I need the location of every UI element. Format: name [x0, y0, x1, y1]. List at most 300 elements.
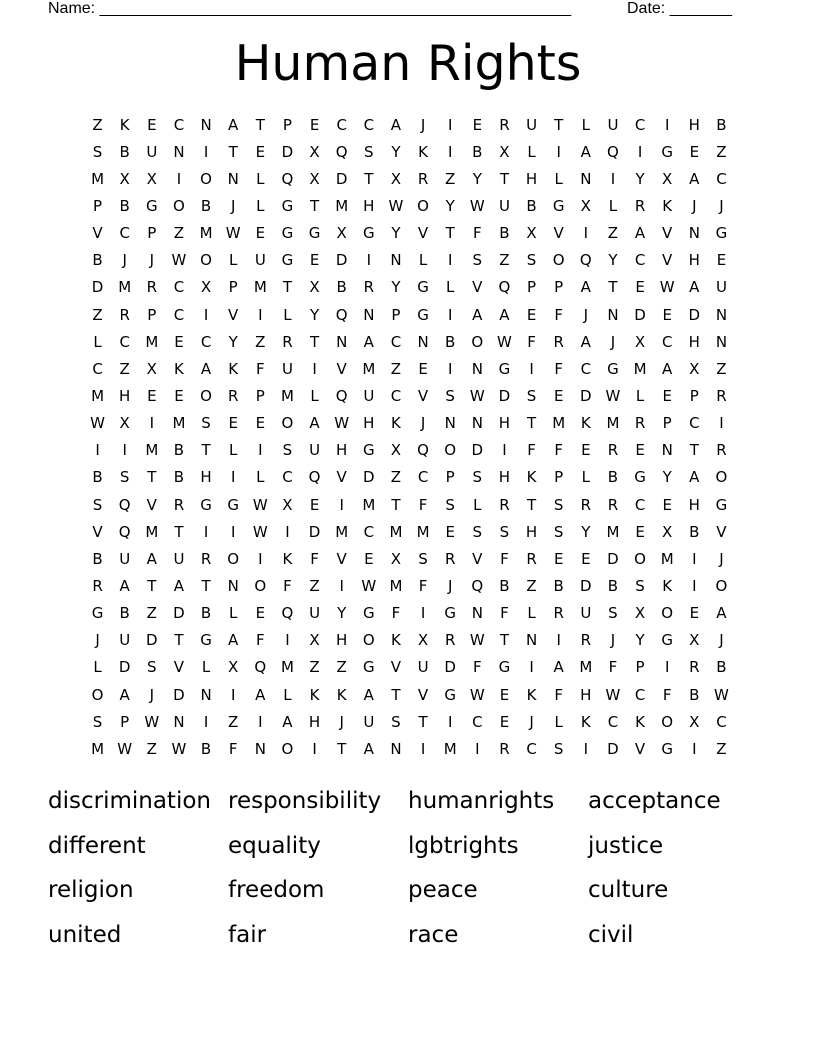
grid-letter[interactable]: K	[662, 196, 673, 215]
grid-letter[interactable]: I	[203, 712, 209, 731]
grid-letter[interactable]: U	[526, 115, 538, 134]
grid-letter[interactable]: A	[689, 278, 700, 297]
grid-letter[interactable]: S	[147, 658, 157, 677]
grid-letter[interactable]: B	[119, 196, 130, 215]
grid-letter[interactable]: E	[499, 712, 510, 731]
grid-letter[interactable]: F	[500, 604, 509, 623]
grid-letter[interactable]: B	[445, 332, 456, 351]
grid-letter[interactable]: M	[280, 658, 294, 677]
grid-letter[interactable]: E	[255, 142, 266, 161]
grid-letter[interactable]: J	[719, 631, 724, 650]
grid-letter[interactable]: S	[391, 712, 401, 731]
grid-letter[interactable]: P	[635, 658, 645, 677]
grid-letter[interactable]: I	[285, 522, 290, 541]
grid-letter[interactable]: M	[362, 359, 376, 378]
grid-letter[interactable]: P	[282, 115, 292, 134]
grid-letter[interactable]: C	[390, 386, 402, 405]
grid-letter[interactable]: P	[554, 468, 564, 487]
grid-letter[interactable]: S	[92, 712, 103, 731]
grid-letter[interactable]: T	[418, 712, 428, 731]
grid-letter[interactable]: M	[606, 522, 620, 541]
grid-letter[interactable]: V	[472, 278, 483, 297]
grid-letter[interactable]: G	[146, 196, 158, 215]
name-field-label[interactable]: Name: _____________________________________________________	[48, 0, 572, 17]
grid-letter[interactable]: N	[715, 305, 728, 324]
grid-letter[interactable]: F	[418, 576, 428, 595]
grid-letter[interactable]: J	[149, 685, 155, 704]
grid-letter[interactable]: X	[499, 142, 510, 161]
grid-letter[interactable]: R	[634, 196, 646, 215]
grid-letter[interactable]: F	[527, 332, 536, 351]
grid-letter[interactable]: F	[608, 658, 618, 677]
grid-letter[interactable]: E	[255, 414, 266, 433]
grid-letter[interactable]: R	[173, 495, 185, 514]
grid-letter[interactable]: X	[282, 495, 293, 514]
grid-letter[interactable]: W	[469, 386, 485, 405]
grid-letter[interactable]: F	[391, 604, 401, 623]
grid-letter[interactable]: S	[364, 142, 374, 161]
grid-letter[interactable]: I	[692, 739, 697, 758]
grid-letter[interactable]: L	[256, 169, 265, 188]
grid-letter[interactable]: H	[200, 468, 212, 487]
grid-letter[interactable]: O	[200, 251, 212, 270]
grid-letter[interactable]: K	[526, 685, 537, 704]
grid-letter[interactable]: C	[363, 115, 375, 134]
grid-letter[interactable]: S	[472, 468, 483, 487]
grid-letter[interactable]: E	[255, 604, 266, 623]
grid-letter[interactable]: H	[688, 332, 700, 351]
grid-letter[interactable]: N	[444, 414, 456, 433]
grid-letter[interactable]: M	[362, 495, 376, 514]
grid-letter[interactable]: C	[390, 332, 402, 351]
grid-letter[interactable]: S	[499, 522, 510, 541]
grid-letter[interactable]: M	[443, 739, 457, 758]
grid-letter[interactable]: L	[554, 169, 563, 188]
grid-letter[interactable]: G	[498, 359, 511, 378]
grid-letter[interactable]: E	[228, 414, 238, 433]
grid-letter[interactable]: Q	[281, 604, 294, 623]
grid-letter[interactable]: I	[420, 604, 426, 623]
grid-letter[interactable]: S	[526, 386, 537, 405]
grid-letter[interactable]: O	[444, 441, 457, 460]
grid-letter[interactable]: O	[471, 332, 484, 351]
grid-letter[interactable]: R	[553, 332, 564, 351]
grid-letter[interactable]: X	[662, 169, 673, 188]
grid-letter[interactable]: C	[173, 278, 185, 297]
grid-letter[interactable]: W	[361, 576, 377, 595]
grid-letter[interactable]: E	[581, 549, 591, 568]
grid-letter[interactable]: Z	[309, 576, 320, 595]
grid-letter[interactable]: E	[662, 386, 672, 405]
grid-letter[interactable]: E	[689, 142, 700, 161]
grid-letter[interactable]: X	[146, 359, 157, 378]
grid-letter[interactable]: V	[662, 251, 673, 270]
grid-letter[interactable]: D	[607, 549, 619, 568]
grid-letter[interactable]: U	[146, 142, 158, 161]
grid-letter[interactable]: T	[174, 522, 184, 541]
grid-letter[interactable]: N	[336, 332, 348, 351]
grid-letter[interactable]: X	[634, 332, 646, 351]
grid-letter[interactable]: J	[610, 631, 616, 650]
grid-letter[interactable]: V	[417, 386, 429, 405]
grid-letter[interactable]: C	[173, 115, 185, 134]
grid-letter[interactable]: C	[634, 115, 646, 134]
grid-letter[interactable]: O	[417, 196, 429, 215]
grid-letter[interactable]: B	[689, 522, 700, 541]
grid-letter[interactable]: G	[715, 495, 728, 514]
grid-letter[interactable]: B	[689, 685, 700, 704]
grid-letter[interactable]: U	[607, 115, 619, 134]
grid-letter[interactable]: R	[444, 631, 456, 650]
grid-letter[interactable]: X	[689, 712, 700, 731]
grid-letter[interactable]: L	[527, 604, 536, 623]
grid-letter[interactable]: I	[230, 685, 236, 704]
grid-letter[interactable]: L	[635, 386, 645, 405]
grid-letter[interactable]: E	[635, 522, 645, 541]
grid-letter[interactable]: S	[119, 468, 130, 487]
grid-letter[interactable]: T	[228, 142, 238, 161]
grid-letter[interactable]: T	[554, 115, 564, 134]
grid-letter[interactable]: U	[363, 386, 375, 405]
grid-letter[interactable]: N	[363, 305, 375, 324]
grid-letter[interactable]: W	[252, 495, 268, 514]
grid-letter[interactable]: Y	[581, 522, 591, 541]
grid-letter[interactable]: T	[391, 495, 401, 514]
grid-letter[interactable]: W	[334, 414, 350, 433]
grid-letter[interactable]: G	[363, 658, 375, 677]
grid-letter[interactable]: X	[390, 549, 402, 568]
grid-letter[interactable]: N	[200, 115, 212, 134]
grid-letter[interactable]: O	[91, 685, 104, 704]
grid-letter[interactable]: I	[664, 115, 670, 134]
grid-letter[interactable]: R	[499, 739, 510, 758]
grid-letter[interactable]: D	[580, 576, 592, 595]
grid-letter[interactable]: U	[173, 549, 185, 568]
grid-letter[interactable]: B	[92, 468, 103, 487]
grid-letter[interactable]: F	[310, 549, 319, 568]
grid-letter[interactable]: T	[445, 224, 455, 243]
grid-letter[interactable]: C	[716, 712, 727, 731]
grid-letter[interactable]: M	[335, 522, 349, 541]
grid-letter[interactable]: Y	[391, 142, 401, 161]
grid-letter[interactable]: E	[553, 549, 564, 568]
grid-letter[interactable]: R	[580, 631, 592, 650]
grid-letter[interactable]: L	[93, 658, 102, 677]
grid-letter[interactable]: I	[719, 414, 724, 433]
grid-letter[interactable]: L	[201, 658, 211, 677]
grid-letter[interactable]: N	[607, 305, 619, 324]
grid-letter[interactable]: P	[391, 305, 401, 324]
grid-letter[interactable]: Y	[608, 251, 618, 270]
grid-letter[interactable]: C	[417, 468, 429, 487]
grid-letter[interactable]: Y	[337, 604, 347, 623]
grid-letter[interactable]: G	[200, 631, 212, 650]
grid-letter[interactable]: Y	[309, 305, 320, 324]
grid-letter[interactable]: E	[662, 495, 672, 514]
grid-letter[interactable]: G	[498, 658, 511, 677]
grid-letter[interactable]: A	[173, 576, 185, 595]
grid-letter[interactable]: T	[201, 576, 211, 595]
grid-letter[interactable]: A	[390, 115, 402, 134]
grid-letter[interactable]: I	[366, 251, 372, 270]
grid-letter[interactable]: Q	[254, 658, 267, 677]
grid-letter[interactable]: I	[583, 739, 589, 758]
grid-letter[interactable]: T	[309, 196, 320, 215]
grid-letter[interactable]: M	[145, 441, 159, 460]
grid-letter[interactable]: S	[472, 251, 483, 270]
grid-letter[interactable]: J	[719, 196, 724, 215]
grid-letter[interactable]: O	[715, 576, 728, 595]
grid-letter[interactable]: Z	[390, 468, 402, 487]
grid-letter[interactable]: D	[118, 658, 131, 677]
grid-letter[interactable]: Z	[716, 142, 727, 161]
grid-letter[interactable]: T	[309, 332, 320, 351]
grid-letter[interactable]: I	[203, 142, 209, 161]
grid-letter[interactable]: T	[499, 631, 510, 650]
grid-letter[interactable]: D	[471, 441, 484, 460]
grid-letter[interactable]: K	[635, 712, 645, 731]
grid-letter[interactable]: I	[447, 359, 453, 378]
grid-letter[interactable]: S	[445, 386, 455, 405]
grid-letter[interactable]: B	[499, 576, 510, 595]
grid-letter[interactable]: B	[607, 468, 619, 487]
grid-letter[interactable]: O	[281, 414, 294, 433]
grid-letter[interactable]: B	[173, 468, 185, 487]
grid-letter[interactable]: W	[605, 386, 621, 405]
grid-letter[interactable]: D	[91, 278, 104, 297]
grid-letter[interactable]: K	[119, 115, 130, 134]
grid-letter[interactable]: T	[608, 278, 618, 297]
grid-letter[interactable]: A	[363, 332, 374, 351]
grid-letter[interactable]: P	[228, 278, 238, 297]
grid-letter[interactable]: A	[228, 115, 239, 134]
grid-letter[interactable]: Y	[635, 631, 645, 650]
grid-letter[interactable]: H	[498, 468, 511, 487]
grid-letter[interactable]: C	[634, 251, 646, 270]
grid-letter[interactable]: X	[119, 169, 130, 188]
grid-letter[interactable]: N	[688, 224, 700, 243]
grid-letter[interactable]: M	[606, 414, 620, 433]
grid-letter[interactable]: V	[92, 224, 103, 243]
grid-letter[interactable]: O	[254, 576, 267, 595]
grid-letter[interactable]: I	[447, 305, 453, 324]
grid-letter[interactable]: Q	[607, 142, 619, 161]
grid-letter[interactable]: Y	[391, 224, 401, 243]
grid-letter[interactable]: N	[661, 441, 673, 460]
grid-letter[interactable]: W	[659, 278, 675, 297]
grid-letter[interactable]: B	[499, 224, 510, 243]
grid-letter[interactable]: N	[173, 142, 185, 161]
grid-letter[interactable]: G	[417, 278, 429, 297]
grid-letter[interactable]: V	[716, 522, 727, 541]
grid-letter[interactable]: H	[688, 495, 700, 514]
grid-letter[interactable]: D	[281, 142, 294, 161]
grid-letter[interactable]: N	[471, 359, 483, 378]
grid-letter[interactable]: X	[662, 522, 673, 541]
grid-letter[interactable]: D	[444, 658, 456, 677]
grid-letter[interactable]: C	[119, 224, 130, 243]
grid-letter[interactable]: E	[472, 115, 483, 134]
grid-letter[interactable]: Z	[716, 359, 727, 378]
grid-letter[interactable]: A	[472, 305, 483, 324]
grid-letter[interactable]: I	[258, 305, 263, 324]
grid-letter[interactable]: G	[661, 739, 673, 758]
grid-letter[interactable]: A	[228, 631, 239, 650]
grid-letter[interactable]: A	[499, 305, 510, 324]
grid-letter[interactable]: Z	[390, 359, 402, 378]
grid-letter[interactable]: N	[471, 604, 483, 623]
grid-letter[interactable]: E	[689, 604, 700, 623]
grid-letter[interactable]: X	[146, 169, 157, 188]
grid-letter[interactable]: L	[229, 604, 238, 623]
grid-letter[interactable]: C	[173, 305, 185, 324]
grid-letter[interactable]: F	[554, 359, 563, 378]
grid-letter[interactable]: R	[444, 549, 456, 568]
grid-letter[interactable]: P	[689, 386, 699, 405]
grid-letter[interactable]: C	[607, 712, 619, 731]
grid-letter[interactable]: J	[447, 576, 453, 595]
grid-letter[interactable]: A	[309, 414, 320, 433]
grid-letter[interactable]: E	[309, 495, 320, 514]
grid-letter[interactable]: L	[554, 712, 563, 731]
grid-letter[interactable]: I	[502, 441, 507, 460]
grid-letter[interactable]: B	[92, 251, 103, 270]
grid-letter[interactable]: Q	[281, 169, 294, 188]
grid-letter[interactable]: G	[444, 604, 456, 623]
grid-letter[interactable]: I	[637, 142, 643, 161]
grid-letter[interactable]: U	[417, 658, 429, 677]
grid-letter[interactable]: D	[688, 305, 701, 324]
grid-letter[interactable]: Y	[228, 332, 238, 351]
grid-letter[interactable]: E	[418, 359, 428, 378]
grid-letter[interactable]: K	[282, 549, 293, 568]
grid-letter[interactable]: A	[119, 685, 130, 704]
grid-letter[interactable]: X	[309, 169, 320, 188]
grid-letter[interactable]: H	[363, 196, 375, 215]
grid-letter[interactable]: I	[475, 739, 480, 758]
grid-letter[interactable]: N	[471, 414, 483, 433]
grid-letter[interactable]: Q	[308, 468, 321, 487]
grid-letter[interactable]: Z	[228, 712, 239, 731]
grid-letter[interactable]: N	[390, 739, 402, 758]
grid-letter[interactable]: N	[390, 251, 402, 270]
grid-letter[interactable]: E	[174, 332, 184, 351]
grid-letter[interactable]: K	[336, 685, 347, 704]
grid-letter[interactable]: Z	[445, 169, 456, 188]
grid-letter[interactable]: R	[607, 441, 619, 460]
grid-letter[interactable]: E	[553, 386, 564, 405]
grid-letter[interactable]: N	[227, 576, 239, 595]
grid-letter[interactable]: G	[281, 196, 294, 215]
grid-letter[interactable]: M	[172, 414, 186, 433]
grid-letter[interactable]: C	[363, 522, 375, 541]
grid-letter[interactable]: W	[469, 196, 485, 215]
grid-letter[interactable]: I	[230, 522, 236, 541]
grid-letter[interactable]: I	[556, 142, 561, 161]
grid-letter[interactable]: X	[119, 414, 130, 433]
grid-letter[interactable]: O	[634, 549, 646, 568]
grid-letter[interactable]: N	[200, 685, 212, 704]
grid-letter[interactable]: T	[337, 739, 347, 758]
grid-letter[interactable]: D	[607, 739, 619, 758]
grid-letter[interactable]: R	[607, 495, 619, 514]
grid-letter[interactable]: F	[228, 739, 238, 758]
grid-letter[interactable]: X	[309, 142, 320, 161]
grid-letter[interactable]: C	[92, 359, 103, 378]
grid-letter[interactable]: J	[339, 712, 344, 731]
grid-letter[interactable]: B	[119, 604, 130, 623]
grid-letter[interactable]: E	[716, 251, 727, 270]
grid-letter[interactable]: Z	[255, 332, 266, 351]
grid-letter[interactable]: I	[312, 359, 317, 378]
grid-letter[interactable]: G	[281, 251, 294, 270]
grid-letter[interactable]: D	[634, 305, 646, 324]
grid-letter[interactable]: E	[147, 115, 157, 134]
grid-letter[interactable]: A	[200, 359, 212, 378]
grid-letter[interactable]: R	[553, 604, 564, 623]
grid-letter[interactable]: O	[173, 196, 185, 215]
grid-letter[interactable]: P	[445, 468, 455, 487]
grid-letter[interactable]: A	[255, 685, 266, 704]
grid-letter[interactable]: H	[580, 685, 592, 704]
grid-letter[interactable]: H	[336, 441, 348, 460]
grid-letter[interactable]: Z	[526, 576, 537, 595]
grid-letter[interactable]: J	[610, 332, 616, 351]
grid-letter[interactable]: S	[92, 495, 103, 514]
grid-letter[interactable]: D	[308, 522, 321, 541]
grid-letter[interactable]: D	[335, 169, 348, 188]
grid-letter[interactable]: O	[552, 251, 565, 270]
grid-letter[interactable]: L	[283, 305, 292, 324]
grid-letter[interactable]: G	[227, 495, 239, 514]
grid-letter[interactable]: U	[580, 604, 592, 623]
grid-letter[interactable]: D	[173, 604, 185, 623]
grid-letter[interactable]: O	[200, 169, 212, 188]
grid-letter[interactable]: W	[90, 414, 105, 433]
grid-letter[interactable]: P	[662, 414, 672, 433]
grid-letter[interactable]: L	[473, 495, 482, 514]
grid-letter[interactable]: P	[120, 712, 130, 731]
grid-letter[interactable]: I	[692, 549, 697, 568]
grid-letter[interactable]: N	[254, 739, 266, 758]
grid-letter[interactable]: T	[174, 631, 184, 650]
grid-letter[interactable]: S	[92, 142, 103, 161]
grid-letter[interactable]: G	[607, 359, 619, 378]
grid-letter[interactable]: J	[122, 251, 127, 270]
grid-letter[interactable]: C	[200, 332, 212, 351]
grid-letter[interactable]: B	[173, 441, 185, 460]
grid-letter[interactable]: A	[634, 224, 646, 243]
grid-letter[interactable]: G	[715, 224, 728, 243]
grid-letter[interactable]: E	[581, 441, 591, 460]
grid-letter[interactable]: T	[499, 169, 510, 188]
grid-letter[interactable]: A	[146, 549, 157, 568]
grid-letter[interactable]: O	[715, 468, 728, 487]
grid-letter[interactable]: F	[662, 685, 672, 704]
grid-letter[interactable]: E	[309, 115, 320, 134]
grid-letter[interactable]: U	[254, 251, 266, 270]
grid-letter[interactable]: Y	[662, 468, 672, 487]
grid-letter[interactable]: V	[390, 658, 402, 677]
grid-letter[interactable]: I	[583, 224, 589, 243]
grid-letter[interactable]: J	[420, 414, 426, 433]
grid-letter[interactable]: I	[203, 522, 209, 541]
grid-letter[interactable]: Q	[118, 522, 131, 541]
grid-letter[interactable]: M	[389, 576, 403, 595]
grid-letter[interactable]: Q	[498, 278, 511, 297]
grid-letter[interactable]: Z	[336, 658, 347, 677]
grid-letter[interactable]: X	[309, 278, 320, 297]
